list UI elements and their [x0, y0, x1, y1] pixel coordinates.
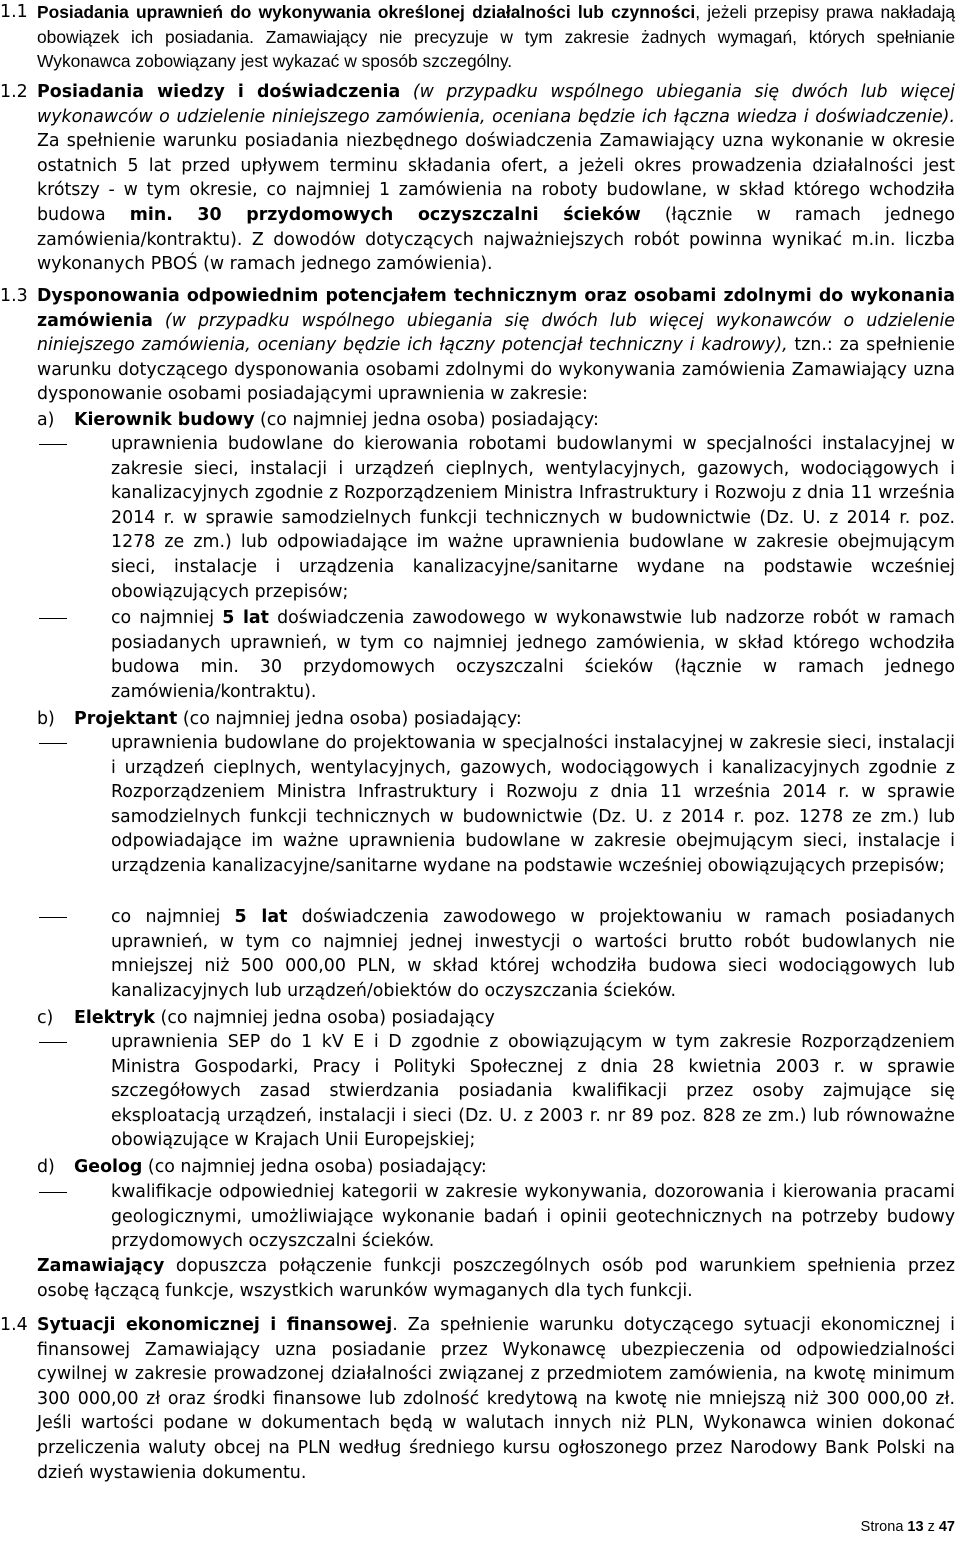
section-text: Za spełnienie warunku posiadania niezbędnego doświadczenia Zamawiający uzna wykonanie w okresie ostatnich 5 lat przed upływem terminu składania ofert, a jeżeli okres prowadzenia działalności jest krótszy - w tym okresie, co najmniej 1 zamówienia na roboty budowlane, w skład którego wchodziła budowa [37, 131, 955, 225]
section-text: , jeżeli przepisy prawa nakładają obowiązek ich posiadania. Zamawiający nie precyzuje w tym zakresie żadnych wymagań, których spełnianie Wykonawca zobowiązany jest wykazać w sposób szczególny. [37, 2, 955, 72]
section-body [37, 1313, 955, 1485]
bullet-text [111, 905, 955, 1003]
section-title: Posiadania uprawnień do wykonywania określonej działalności lub czynności [37, 2, 696, 22]
section-body [37, 0, 955, 74]
section-number: 1.1 [0, 2, 28, 22]
bullet-text-part: co najmniej [111, 608, 223, 628]
section-1-3 [0, 284, 955, 407]
bullet-item [37, 905, 955, 1003]
section-body [37, 284, 955, 407]
list-label: d) [37, 1157, 55, 1177]
section-title: Sytuacji ekonomicznej i finansowej [37, 1315, 393, 1335]
footer-prefix: Strona [860, 1519, 908, 1535]
bullet-item [37, 731, 955, 879]
footer-separator: z [923, 1519, 939, 1535]
bullet-text-part: co najmniej [111, 907, 235, 927]
bullet-item [37, 606, 955, 704]
list-label: b) [37, 709, 55, 729]
page-footer [861, 1518, 955, 1536]
section-title: Dysponowania odpowiednim potencjałem technicznym oraz osobami zdolnymi do wykonania zamówienia [37, 286, 955, 331]
section-title: Posiadania wiedzy i doświadczenia [37, 82, 401, 102]
paragraph-bold: Zamawiający [37, 1256, 165, 1276]
bullet-item [37, 1030, 955, 1153]
bullet-text-part: doświadczenia zawodowego w wykonawstwie lub nadzorze robót w ramach posiadanych uprawnień, w tym co najmniej jednego zamówienia, w skład którego wchodziła budowa min. 30 przydomowych oczyszczalni ścieków (łącznie w ramach jednego zamówienia/kontraktu). [111, 608, 955, 702]
bullet-text [111, 606, 955, 704]
bullet-text-part: doświadczenia zawodowego w projektowaniu w ramach posiadanych uprawnień, w tym co najmniej jednej inwestycji o wartości brutto robót budowlanych nie mniejszej niż 500 000,00 PLN, w skład której wchodziła budowa sieci wodociągowych lub kanalizacyjnych lub urządzeń/obiektów do oczyszczania ścieków. [111, 907, 955, 1001]
section-1-4 [0, 1313, 955, 1485]
paragraph-text: dopuszcza połączenie funkcji poszczególnych osób pod warunkiem spełnienia przez osobę łączącą funkcje, wszystkich warunków wymaganych dla tych funkcji. [37, 1256, 955, 1301]
bullet-item [37, 432, 955, 604]
bullet-text: kwalifikacje odpowiedniej kategorii w zakresie wykonywania, dozorowania i kierowania pracami geologicznymi, umożliwiające wykonanie badań i opinii geotechnicznych na potrzeby budowy przydomowych oczyszczalni ścieków. [111, 1182, 955, 1252]
role-title: Kierownik budowy [74, 410, 255, 430]
section-bold-text: min. 30 przydomowych oczyszczalni ścieków [129, 204, 641, 225]
list-label: c) [37, 1008, 54, 1028]
list-item-geolog [37, 1155, 955, 1180]
section-italic-note: (w przypadku wspólnego ubiegania się dwóch lub więcej wykonawców o udzielenie niniejszego zamówienia, oceniany będzie ich łączny potencjał techniczny i kadrowy), [37, 310, 955, 356]
section-1-2 [0, 80, 955, 277]
role-title: Geolog [74, 1157, 143, 1177]
role-text: (co najmniej jedna osoba) posiadający [155, 1008, 495, 1028]
list-body [74, 408, 955, 433]
list-item-projektant [37, 707, 955, 732]
section-1-1 [0, 0, 955, 74]
section-text: tzn.: za spełnienie warunku dotyczącego dysponowania osobami zdolnymi do wykonywania zamówienia Zamawiający uzna dysponowanie osobami posiadającymi uprawnienia w zakresie: [37, 335, 955, 405]
list-item-kierownik-budowy [37, 408, 955, 433]
list-body [74, 1006, 955, 1031]
bullet-text: uprawnienia SEP do 1 kV E i D zgodnie z obowiązującym w tym zakresie Rozporządzeniem Ministra Gospodarki, Pracy i Polityki Społecznej z dnia 28 kwietnia 2003 r. w sprawie szczegółowych zasad stwierdzania posiadania kwalifikacji przez osoby zajmujące się eksploatacją urządzeń, instalacji i sieci (Dz. U. z 2003 r. nr 89 poz. 828 ze zm.) lub równoważne obowiązujące w Krajach Unii Europejskiej; [111, 1032, 955, 1151]
list-item-elektryk [37, 1006, 955, 1031]
section-number: 1.4 [0, 1315, 28, 1335]
combined-functions-paragraph [37, 1254, 955, 1303]
list-body [74, 707, 955, 732]
section-italic-note: (w przypadku wspólnego ubiegania się dwóch lub więcej wykonawców o udzielenie niniejszego zamówienia, oceniana będzie ich łączna wiedza i doświadczenie). [37, 82, 956, 127]
role-title: Elektryk [74, 1008, 155, 1028]
page-number: 13 [907, 1519, 924, 1535]
section-text: (łącznie w ramach jednego zamówienia/kontraktu). Z dowodów dotyczących najważniejszych robót powinna wynikać m.in. liczba wykonanych PBOŚ (w ramach jednego zamówienia). [37, 204, 955, 275]
section-text: . Za spełnienie warunku dotyczącego sytuacji ekonomicznej i finansowej Zamawiający uzna posiadanie przez Wykonawcę ubezpieczenia od odpowiedzialności cywilnej w zakresie prowadzonej działalności związanej z przedmiotem zamówienia, na kwotę minimum 300 000,00 zł oraz środki finansowe lub zdolność kredytową na kwotę nie mniejszą niż 300 000,00 zł. Jeśli wartości podane w dokumentach będą w walutach innych niż PLN, Wykonawca winien dokonać przeliczenia waluty obcej na PLN według średniego kursu ogłoszonego przez Narodowy Bank Polski na dzień wystawienia dokumentu. [37, 1315, 955, 1483]
bullet-text: uprawnienia budowlane do kierowania robotami budowlanymi w specjalności instalacyjnej w zakresie sieci, instalacji i urządzeń cieplnych, wentylacyjnych, gazowych, wodociągowych i kanalizacyjnych zgodnie z Rozporządzeniem Ministra Infrastruktury i Rozwoju z dnia 11 września 2014 r. w sprawie samodzielnych funkcji technicznych w budownictwie (Dz. U. z 2014 r. poz. 1278 ze zm.) lub odpowiadające im ważne uprawnienia budowlane w zakresie obejmującym sieci, instalacje i urządzenia kanalizacyjne/sanitarne wydane na podstawie wcześniej obowiązujących przepisów; [111, 434, 955, 602]
role-text: (co najmniej jedna osoba) posiadający: [177, 709, 522, 729]
list-label: a) [37, 410, 55, 430]
list-body [74, 1155, 955, 1180]
bullet-item [37, 1180, 955, 1254]
section-number: 1.3 [0, 286, 28, 306]
role-title: Projektant [74, 709, 178, 729]
role-text: (co najmniej jedna osoba) posiadający: [254, 410, 599, 430]
role-text: (co najmniej jedna osoba) posiadający: [142, 1157, 487, 1177]
bullet-text: uprawnienia budowlane do projektowania w specjalności instalacyjnej w zakresie sieci, instalacji i urządzeń cieplnych, wentylacyjnych, gazowych, wodociągowych i kanalizacyjnych zgodnie z Rozporządzeniem Ministra Infrastruktury i Rozwoju z dnia 11 września 2014 r. w sprawie samodzielnych funkcji technicznych w budownictwie (Dz. U. z 2014 r. poz. 1278 ze zm.) lub odpowiadające im ważne uprawnienia budowlane w zakresie obejmującym sieci, instalacje i urządzenia kanalizacyjne/sanitarne wydane na podstawie wcześniej obowiązujących przepisów; [111, 733, 955, 876]
page-total: 47 [938, 1519, 955, 1535]
section-body [37, 80, 955, 277]
bullet-bold: 5 lat [234, 907, 288, 927]
bullet-bold: 5 lat [222, 608, 269, 628]
section-number: 1.2 [0, 82, 28, 102]
